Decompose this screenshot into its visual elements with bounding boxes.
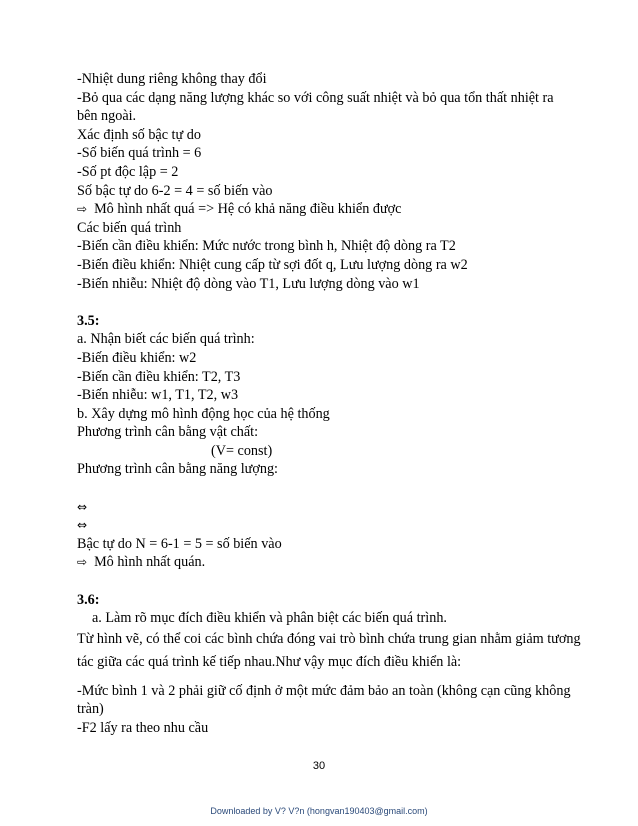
text-line: -Số biến quá trình = 6 (77, 145, 202, 162)
spacer (77, 293, 577, 312)
text-line: a. Nhận biết các biến quá trình: (77, 331, 255, 348)
double-arrow-icon: ⇔ (77, 518, 88, 533)
text-line: -Bỏ qua các dạng năng lượng khác so với công suất nhiệt và bỏ qua tổn thất nhiệt ra bên ngoài. (77, 89, 554, 125)
text-line: -Biến cần điều khiển: Mức nước trong bình h, Nhiệt độ dòng ra T2 (77, 238, 456, 255)
download-footer: Downloaded by V? V?n (hongvan190403@gmail.com) (210, 806, 428, 816)
arrow-icon: ⇨ (77, 202, 88, 217)
text-line: Xác định số bậc tự do (77, 126, 201, 143)
text-line: -Số pt độc lập = 2 (77, 163, 179, 180)
text-line: -Biến cần điều khiển: T2, T3 (77, 368, 241, 385)
section-heading: 3.5: (77, 312, 100, 329)
arrow-icon: ⇨ (77, 555, 88, 570)
text-line: Mô hình nhất quán. (94, 554, 206, 571)
text-line: Số bậc tự do 6-2 = 4 = số biến vào (77, 182, 273, 199)
page-number: 30 (312, 760, 326, 772)
page-content (77, 70, 581, 738)
text-line: -Nhiệt dung riêng không thay đổi (77, 71, 267, 87)
section-heading: 3.6: (77, 591, 100, 608)
equivalence-line (77, 498, 577, 517)
text-line: Từ hình vẽ, có thể coi các bình chứa đóng vai trò bình chứa trung gian nhằm giảm tương (77, 630, 581, 647)
text-line: -Biến điều khiển: w2 (77, 349, 197, 366)
text-line: Phương trình cân bằng vật chất: (77, 424, 259, 441)
text-line: Mô hình nhất quá => Hệ có khả năng điều khiển được (94, 201, 402, 218)
spacer (77, 572, 577, 591)
spacer (77, 674, 577, 682)
text-line: -F2 lấy ra theo nhu cầu (77, 720, 209, 736)
text-line: -Mức bình 1 và 2 phải giữ cố định ở một mức đảm bảo an toàn (không cạn cũng không tràn) (77, 682, 571, 718)
list-item: a. Làm rõ mục đích điều khiển và phân biệt các biến quá trình. (92, 610, 447, 627)
text-line: b. Xây dựng mô hình động học của hệ thống (77, 405, 330, 422)
text-line: -Biến nhiễu: Nhiệt độ dòng vào T1, Lưu lượng dòng vào w1 (77, 275, 420, 292)
arrow-item (77, 200, 577, 219)
text-line: tác giữa các quá trình kế tiếp nhau.Như vậy mục đích điều khiển là: (77, 653, 462, 670)
spacer (77, 479, 577, 498)
text-line: -Biến nhiễu: w1, T1, T2, w3 (77, 387, 239, 404)
text-line: Phương trình cân bằng năng lượng: (77, 461, 279, 478)
text-line: -Biến điều khiển: Nhiệt cung cấp từ sợi đốt q, Lưu lượng dòng ra w2 (77, 256, 468, 273)
double-arrow-icon: ⇔ (77, 499, 88, 514)
text-line: Các biến quá trình (77, 219, 182, 236)
equation-note: (V= const) (211, 442, 273, 459)
text-line: Bậc tự do N = 6-1 = 5 = số biến vào (77, 535, 282, 552)
equivalence-line (77, 516, 577, 535)
arrow-item (77, 553, 577, 572)
